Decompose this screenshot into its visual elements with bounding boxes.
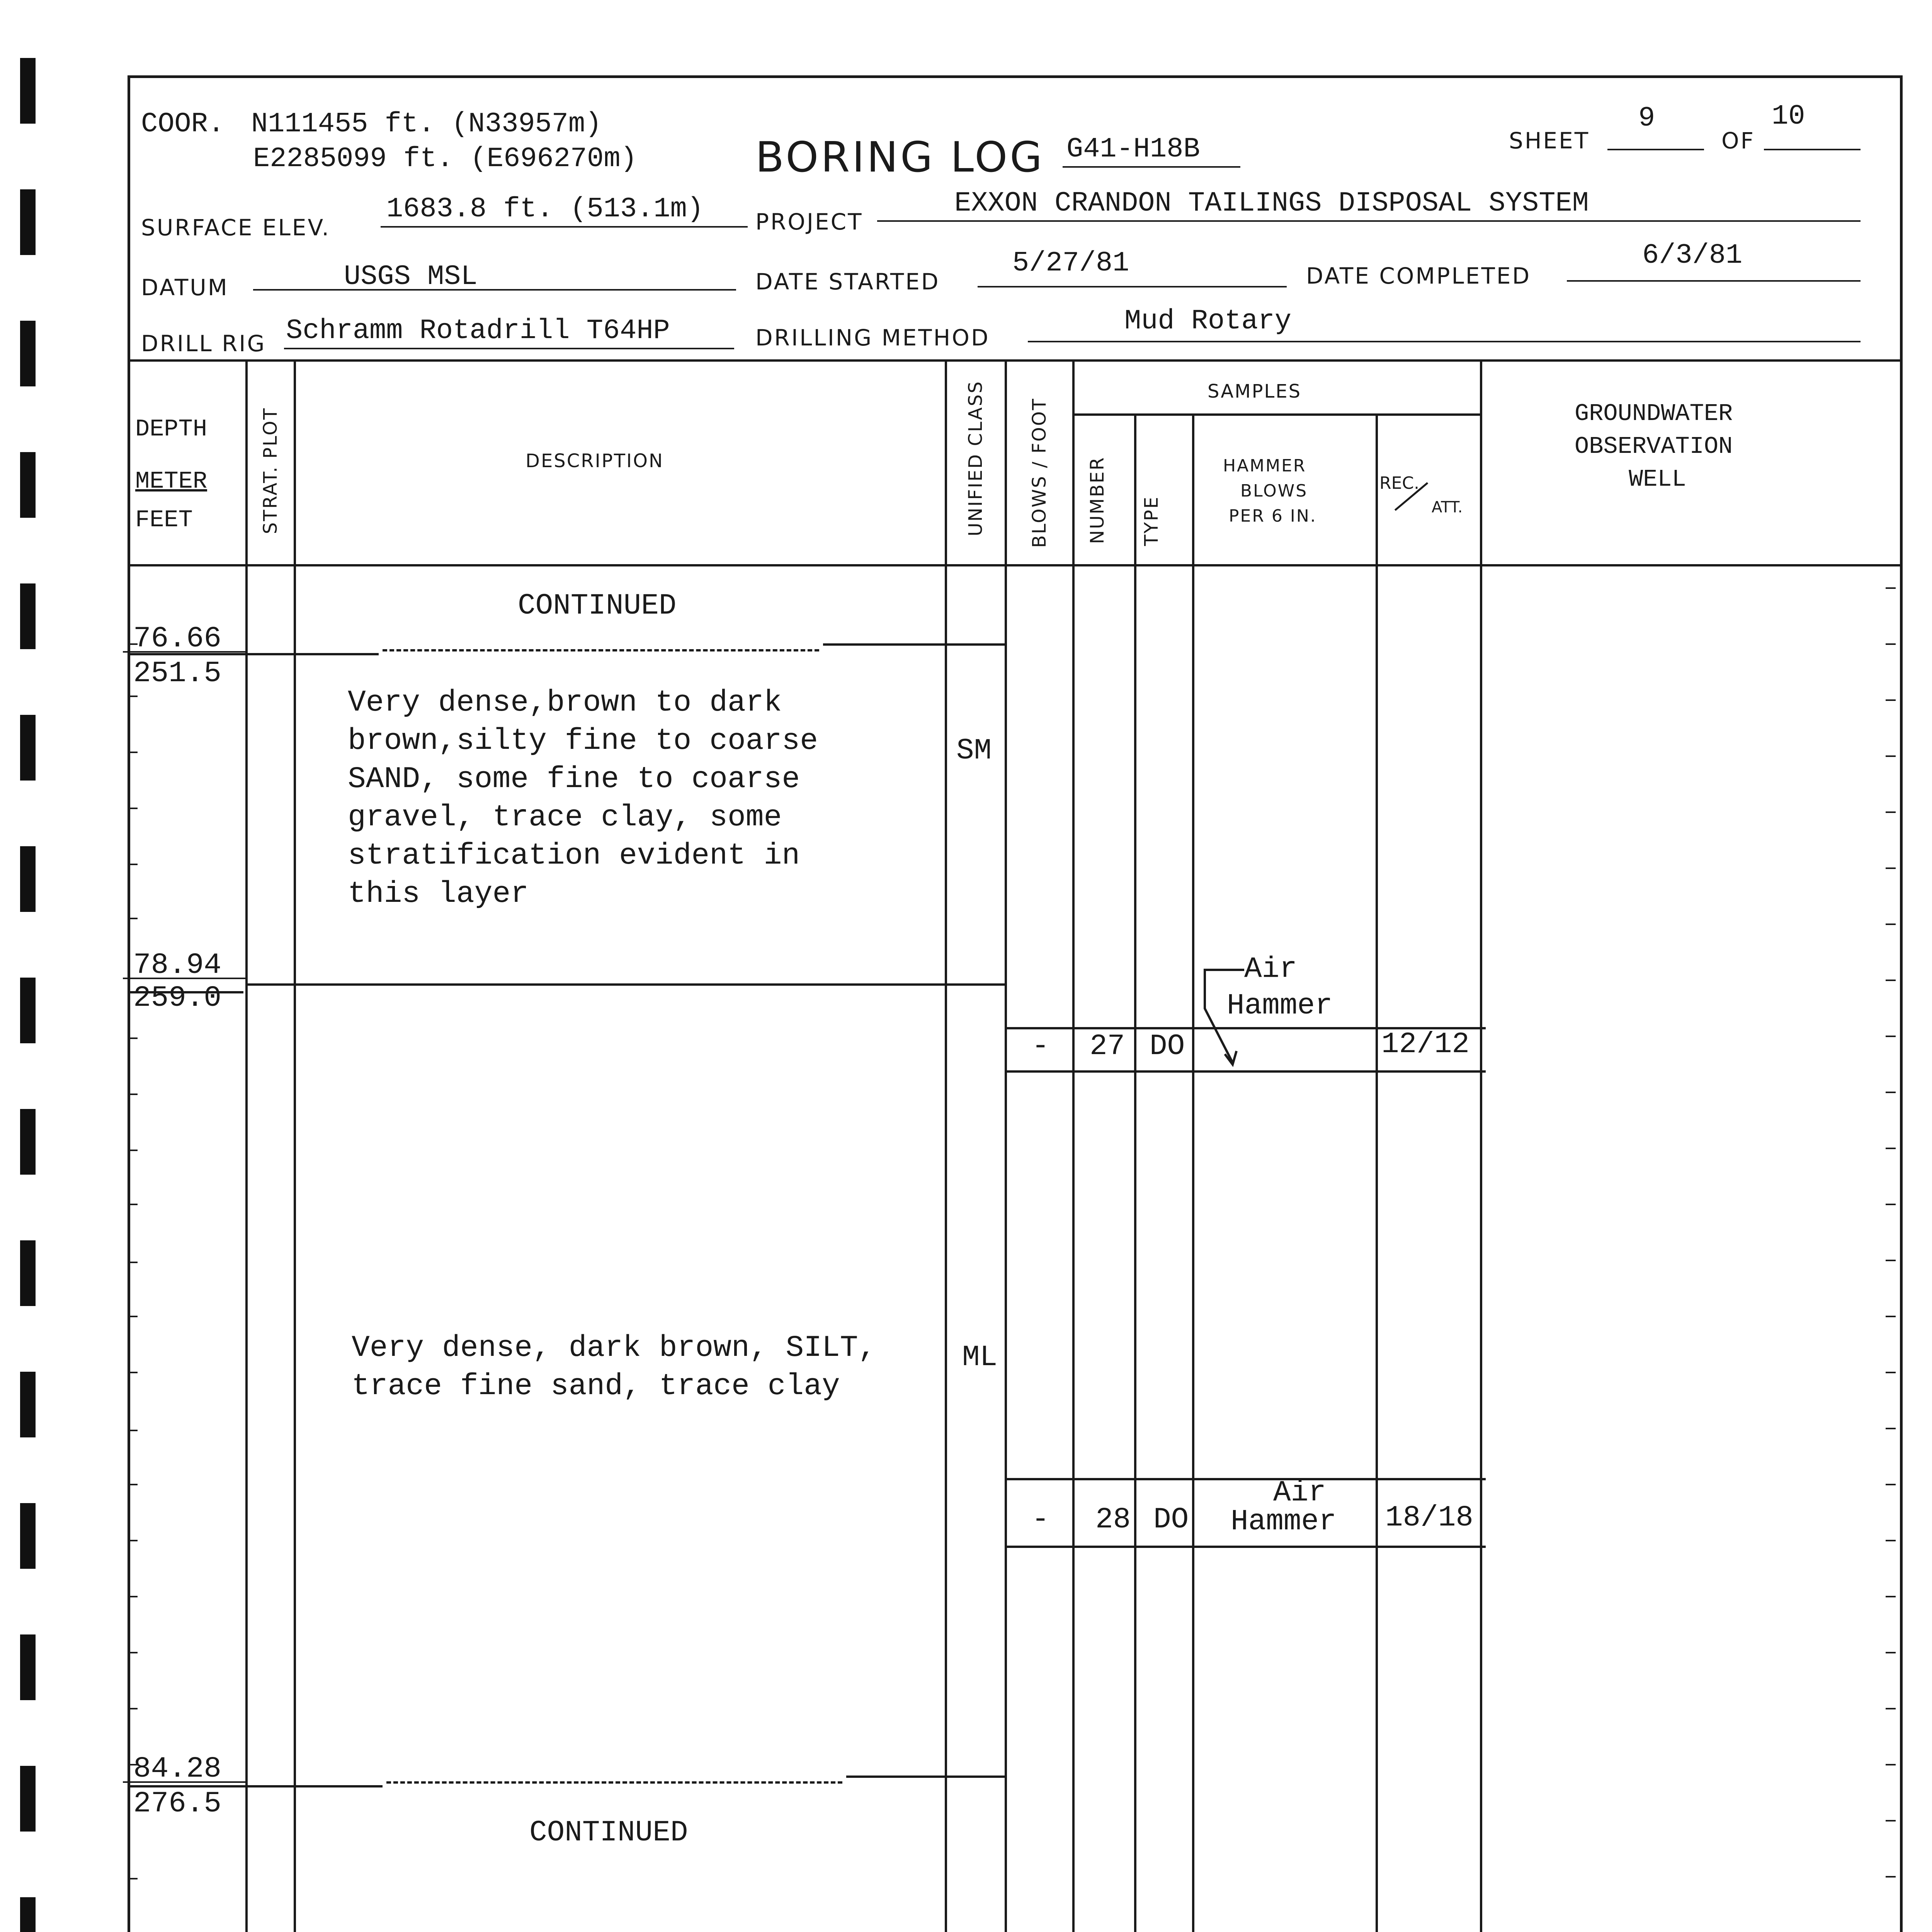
sheet-number: 9 (1638, 102, 1655, 134)
layer-2-line: Very dense, dark brown, SILT, (352, 1331, 876, 1365)
project-value: EXXON CRANDON TAILINGS DISPOSAL SYSTEM (954, 187, 1589, 219)
sample-27-blows: - (1032, 1030, 1049, 1063)
col-header-unified-class: UNIFIED CLASS (965, 380, 986, 536)
sample-28-number: 28 (1095, 1503, 1131, 1536)
col-header-hammer-2: BLOWS (1240, 481, 1308, 501)
binder-hole (20, 846, 36, 912)
date-completed-value: 6/3/81 (1642, 240, 1743, 271)
boundary-1-solid (128, 653, 379, 655)
col-rule-strat (294, 359, 296, 1932)
sample-27-rec: 12/12 (1381, 1028, 1470, 1061)
well-tick (1886, 867, 1896, 869)
boundary-3-solid-right (846, 1776, 1007, 1778)
date-started-label: DATE STARTED (755, 269, 940, 295)
binder-hole (20, 189, 36, 255)
sample-28-type: DO (1153, 1503, 1189, 1536)
well-tick (1886, 1484, 1896, 1485)
layer-2-line: trace fine sand, trace clay (352, 1369, 840, 1403)
sheet-label: SHEET (1509, 128, 1590, 154)
depth-meter-2: 78.94 (133, 949, 222, 982)
layer-1-line: gravel, trace clay, some (348, 801, 782, 835)
layer-1-line: this layer (348, 877, 529, 911)
boundary-3-dashed (386, 1781, 842, 1784)
col-header-description: DESCRIPTION (526, 450, 664, 472)
boundary-2-solid (245, 983, 1007, 986)
depth-meter-3: 84.28 (133, 1752, 222, 1786)
binder-hole (20, 1503, 36, 1569)
well-tick (1886, 1316, 1896, 1317)
coor-east: E2285099 ft. (E696270m) (253, 143, 637, 175)
sample-28-rec: 18/18 (1385, 1501, 1474, 1534)
depth-tick (128, 696, 138, 697)
well-tick (1886, 1260, 1896, 1261)
well-tick (1886, 643, 1896, 645)
depth-tick (128, 1484, 138, 1485)
datum-value: USGS MSL (344, 261, 478, 293)
col-header-hammer-1: HAMMER (1223, 456, 1306, 476)
layer-2-description (352, 1329, 876, 1406)
col-header-hammer-3: PER 6 IN. (1229, 506, 1317, 526)
depth-underline-1 (123, 651, 246, 653)
depth-tick (128, 1430, 138, 1431)
depth-tick (128, 1037, 138, 1039)
col-header-meter: METER (135, 468, 207, 495)
sample-28-hammer-2: Hammer (1231, 1505, 1337, 1538)
col-rule-blows (1072, 359, 1075, 1932)
binder-hole (20, 321, 36, 386)
well-tick (1886, 1148, 1896, 1149)
well-tick (1886, 980, 1896, 981)
of-label: OF (1721, 128, 1755, 154)
col-header-feet: FEET (135, 506, 193, 534)
binder-hole (20, 1634, 36, 1700)
binder-hole (20, 1372, 36, 1437)
binder-hole (20, 715, 36, 781)
col-header-type: TYPE (1141, 496, 1162, 546)
depth-tick (128, 1708, 138, 1709)
well-tick (1886, 1708, 1896, 1709)
depth-tick (128, 1094, 138, 1095)
sample-28-blows: - (1032, 1503, 1049, 1536)
col-header-groundwater: GROUNDWATER (1575, 400, 1733, 427)
depth-meter-1: 76.66 (133, 622, 222, 655)
layer-1-class: SM (956, 734, 992, 767)
surface-elev-value: 1683.8 ft. (513.1m) (386, 193, 704, 225)
date-started-value: 5/27/81 (1012, 247, 1129, 279)
depth-tick (128, 1262, 138, 1263)
depth-feet-2: 259.0 (133, 981, 222, 1015)
sample-27-number: 27 (1090, 1030, 1125, 1063)
well-tick (1886, 811, 1896, 813)
page-title: BORING LOG (755, 133, 1044, 182)
layer-1-description (348, 684, 818, 913)
drill-rig-value: Schramm Rotadrill T64HP (286, 315, 670, 347)
depth-tick (128, 1204, 138, 1205)
well-tick (1886, 1204, 1896, 1205)
boundary-1-dashed (383, 649, 819, 651)
datum-label: DATUM (141, 274, 229, 301)
col-rule-number (1134, 413, 1136, 1932)
boundary-2-left (128, 991, 243, 993)
depth-feet-3: 276.5 (133, 1787, 222, 1820)
col-rule-type (1192, 413, 1194, 1932)
depth-underline-2 (123, 978, 246, 979)
well-tick (1886, 1092, 1896, 1093)
sample-28-top (1005, 1478, 1486, 1480)
boundary-3-solid (128, 1785, 383, 1787)
coor-label: COOR. (141, 108, 225, 140)
col-header-blows-foot: BLOWS / FOOT (1029, 398, 1050, 548)
well-tick (1886, 1876, 1896, 1878)
well-tick (1886, 1596, 1896, 1597)
well-tick (1886, 1652, 1896, 1653)
col-header-att: ATT. (1432, 498, 1463, 516)
well-tick (1886, 1372, 1896, 1373)
binder-hole (20, 978, 36, 1043)
boundary-1-solid-right (823, 643, 1007, 646)
well-tick (1886, 1428, 1896, 1429)
coor-north: N111455 ft. (N33957m) (251, 108, 602, 140)
layer-1-line: Very dense,brown to dark (348, 686, 782, 720)
sheet-total: 10 (1772, 100, 1805, 132)
header-divider (128, 359, 1901, 362)
column-header-divider (128, 564, 1901, 566)
col-header-observation: OBSERVATION (1575, 433, 1733, 460)
drill-rig-label: DRILL RIG (141, 330, 266, 357)
well-tick (1886, 699, 1896, 701)
project-label: PROJECT (755, 209, 863, 235)
depth-tick (128, 752, 138, 753)
binder-hole (20, 1240, 36, 1306)
well-tick (1886, 587, 1896, 589)
sample-27-hammer-2: Hammer (1227, 989, 1333, 1022)
col-rule-unified (1005, 359, 1007, 1932)
drilling-method-value: Mud Rotary (1124, 305, 1292, 337)
col-rule-hammer (1376, 413, 1378, 1932)
well-tick (1886, 755, 1896, 757)
well-tick (1886, 1036, 1896, 1037)
col-header-well: WELL (1629, 466, 1686, 493)
depth-tick (128, 1596, 138, 1597)
layer-2-class: ML (962, 1341, 998, 1374)
col-header-depth: DEPTH (135, 415, 207, 443)
well-tick (1886, 1540, 1896, 1541)
well-tick (1886, 1764, 1896, 1765)
depth-tick (128, 808, 138, 809)
sample-27-hammer-1: Air (1244, 952, 1297, 986)
depth-tick (128, 1652, 138, 1653)
col-rule-depth (245, 359, 248, 1932)
layer-1-line: stratification evident in (348, 839, 800, 873)
sample-28-bottom (1005, 1546, 1486, 1548)
depth-tick (128, 1878, 138, 1879)
binder-hole (20, 583, 36, 649)
continued-top: CONTINUED (518, 589, 677, 622)
layer-1-line: SAND, some fine to coarse (348, 762, 800, 796)
surface-elev-label: SURFACE ELEV. (141, 214, 331, 241)
hammer-arrow-icon (1198, 958, 1256, 1074)
depth-tick (128, 1150, 138, 1151)
col-header-samples: SAMPLES (1208, 381, 1302, 402)
binder-hole (20, 58, 36, 124)
col-header-rec: REC. (1379, 473, 1420, 493)
col-rule-description (945, 359, 947, 1932)
binder-hole (20, 1766, 36, 1832)
binder-hole (20, 452, 36, 518)
drilling-method-label: DRILLING METHOD (755, 325, 990, 351)
col-rule-rec (1480, 359, 1482, 1932)
continued-bottom: CONTINUED (529, 1816, 688, 1849)
depth-tick (128, 918, 138, 919)
binder-hole (20, 1109, 36, 1175)
depth-tick (128, 1540, 138, 1541)
depth-tick (128, 864, 138, 865)
col-header-number: NUMBER (1087, 456, 1108, 544)
depth-tick (128, 1316, 138, 1317)
boring-id: G41-H18B (1066, 133, 1200, 165)
depth-tick (128, 1372, 138, 1373)
depth-feet-1: 251.5 (133, 657, 222, 690)
depth-underline-3 (123, 1781, 246, 1783)
well-tick (1886, 923, 1896, 925)
date-completed-label: DATE COMPLETED (1306, 263, 1531, 289)
sample-27-type: DO (1150, 1030, 1185, 1063)
layer-1-line: brown,silty fine to coarse (348, 724, 818, 758)
binder-hole (20, 1897, 36, 1932)
log-sheet-border (128, 75, 1903, 1932)
well-tick (1886, 1820, 1896, 1821)
sample-28-hammer-1: Air (1273, 1476, 1326, 1509)
samples-subheader-line (1072, 413, 1480, 416)
col-header-strat-plot: STRAT. PLOT (260, 407, 281, 534)
